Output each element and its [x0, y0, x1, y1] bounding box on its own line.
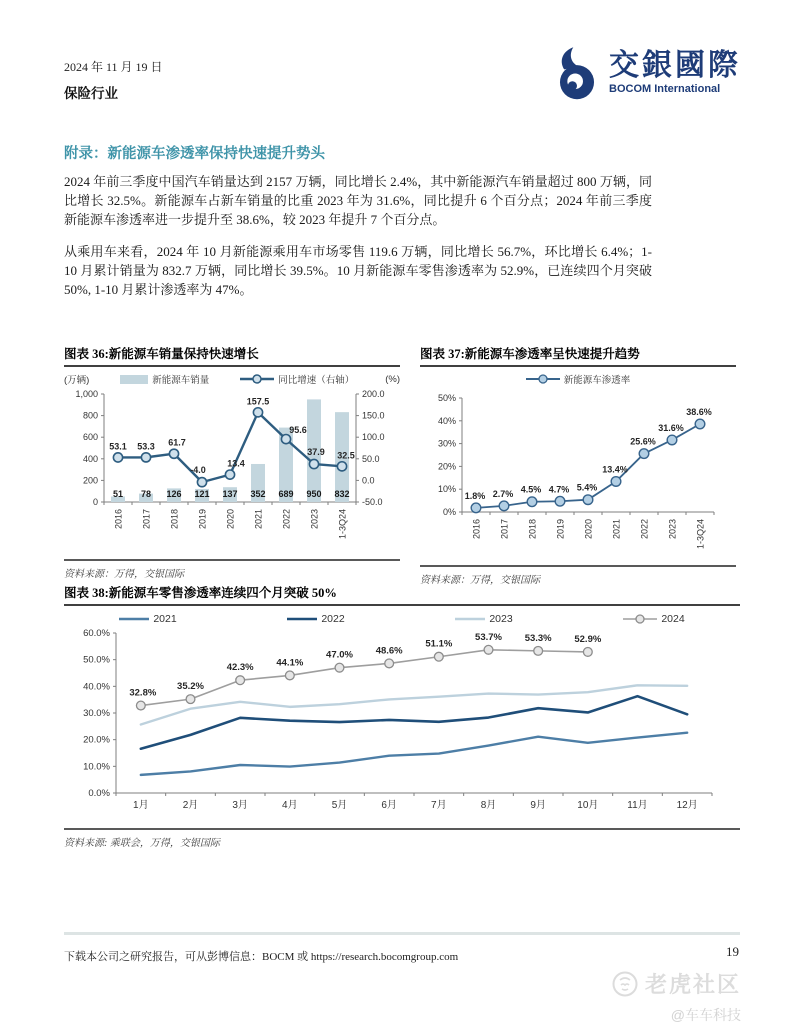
- svg-text:3月: 3月: [232, 800, 248, 811]
- figure-36-title: 图表 36:新能源车销量保持快速增长: [64, 344, 400, 367]
- figure-36-legend-line-label: 同比增速（右轴）: [278, 375, 355, 386]
- svg-text:0.0%: 0.0%: [88, 788, 110, 799]
- figure-36-legend-line: [240, 372, 354, 386]
- svg-text:4.5%: 4.5%: [520, 484, 542, 495]
- line-marker-swatch-icon: [526, 374, 560, 384]
- svg-text:11月: 11月: [627, 800, 648, 811]
- svg-text:40%: 40%: [437, 415, 456, 426]
- figure-38-legend-2024-label: 2024: [661, 613, 685, 625]
- svg-text:32.8%: 32.8%: [129, 687, 157, 699]
- line-swatch-icon: [455, 615, 485, 623]
- svg-text:52.9%: 52.9%: [574, 633, 602, 645]
- figure-36-bottom-rule: [64, 559, 400, 561]
- bocom-logo: [554, 46, 741, 100]
- svg-text:42.3%: 42.3%: [226, 662, 254, 674]
- svg-text:832: 832: [334, 489, 350, 499]
- figure-38-legend-2024: [623, 613, 684, 625]
- svg-text:35.2%: 35.2%: [177, 681, 204, 693]
- svg-text:10.0%: 10.0%: [83, 761, 110, 773]
- figure-38-bottom-rule: [64, 828, 740, 830]
- svg-text:60.0%: 60.0%: [83, 628, 110, 639]
- svg-text:-50.0: -50.0: [362, 497, 383, 507]
- svg-text:150.0: 150.0: [362, 410, 385, 421]
- svg-text:4月: 4月: [282, 800, 298, 811]
- watermark: [612, 968, 741, 1025]
- svg-text:2018: 2018: [527, 519, 538, 540]
- figure-38-title: 图表 38:新能源车零售渗透率连续四个月突破 50%: [64, 583, 740, 606]
- svg-text:2022: 2022: [639, 519, 650, 540]
- svg-text:48.6%: 48.6%: [375, 645, 403, 657]
- svg-text:126: 126: [166, 489, 182, 499]
- svg-text:4.7%: 4.7%: [548, 484, 570, 495]
- paragraph-2: 从乘用车来看，2024 年 10 月新能源乘用车市场零售 119.6 万辆，同比增长 56.7%，环比增长 6.4%；1-10 月累计销量为 832.7 万辆，同比增长 39.5%。10 月新能源车零售渗透率为 52.9%，已连续四个月突破 50%, 1-10 月累计渗透率为 47%。: [64, 244, 652, 297]
- svg-text:2020: 2020: [225, 509, 236, 530]
- svg-text:78: 78: [140, 489, 152, 499]
- svg-text:95.6: 95.6: [289, 425, 307, 436]
- svg-text:51.1%: 51.1%: [425, 638, 453, 650]
- svg-text:50%: 50%: [437, 393, 456, 403]
- figure-36-legend: [64, 372, 400, 386]
- figure-37-bottom-rule: [420, 565, 736, 567]
- watermark-handle: @车车科技: [670, 1007, 741, 1023]
- paragraph-1: 2024 年前三季度中国汽车销量达到 2157 万辆，同比增长 2.4%，其中新能源汽车销量超过 800 万辆，同比增长 32.5%。新能源车占新车销量的比重 2023 年为 31.6%，同比提升 6 个百分点；2024 年前三季度新能源车渗透率进一步提升至 38.6%，较 2023 年提升 7 个百分点。: [64, 174, 652, 227]
- svg-text:157.5: 157.5: [246, 396, 270, 407]
- svg-text:53.3%: 53.3%: [524, 632, 552, 644]
- svg-text:800: 800: [82, 410, 98, 421]
- body-text: [64, 172, 652, 312]
- svg-text:0: 0: [92, 497, 98, 507]
- svg-text:38.6%: 38.6%: [686, 406, 712, 417]
- svg-text:2021: 2021: [253, 509, 264, 530]
- svg-text:12月: 12月: [676, 800, 698, 811]
- svg-text:8月: 8月: [480, 800, 497, 811]
- report-date: 2024 年 11 月 19 日: [64, 60, 163, 74]
- figure-36-legend-bar: [120, 372, 209, 386]
- figure-37-chart: [420, 386, 736, 564]
- bocom-logo-cn: 交銀國際: [609, 49, 741, 82]
- svg-text:6月: 6月: [381, 800, 397, 811]
- figure-36: [64, 344, 400, 580]
- figure-36-legend-bar-label: 新能源车销量: [152, 375, 210, 386]
- svg-text:100.0: 100.0: [362, 432, 385, 443]
- svg-text:950: 950: [306, 489, 322, 499]
- svg-text:53.1: 53.1: [109, 441, 127, 452]
- svg-text:47.0%: 47.0%: [326, 649, 353, 661]
- footer-divider: [64, 932, 740, 935]
- figure-37-title: 图表 37:新能源车渗透率呈快速提升趋势: [420, 344, 736, 367]
- svg-text:32.5: 32.5: [337, 450, 355, 461]
- svg-text:1.8%: 1.8%: [464, 490, 486, 501]
- svg-text:137: 137: [222, 489, 238, 499]
- figure-36-left-unit: (万辆): [64, 375, 90, 386]
- svg-text:61.7: 61.7: [168, 437, 186, 448]
- figure-36-right-unit: (%): [385, 373, 400, 385]
- page-number: 19: [726, 944, 739, 959]
- svg-text:2023: 2023: [667, 519, 678, 540]
- figure-38-chart: [64, 625, 740, 827]
- figure-37-legend: [420, 372, 736, 386]
- figure-38-source: 资料来源: 乘联会，万得，交银国际: [64, 838, 220, 849]
- watermark-name: 老虎社区: [644, 972, 741, 997]
- svg-text:5月: 5月: [331, 800, 348, 811]
- bocom-logo-en: BOCOM International: [609, 83, 721, 95]
- figure-38-legend-2021: [119, 613, 176, 625]
- line-swatch-icon: [287, 615, 317, 623]
- svg-text:2019: 2019: [197, 509, 208, 530]
- svg-text:2017: 2017: [499, 519, 510, 540]
- svg-text:121: 121: [194, 489, 210, 499]
- footer-text-prefix: 下载本公司之研究报告，可从彭博信息：BOCM 或: [64, 951, 311, 963]
- svg-text:600: 600: [82, 432, 98, 443]
- svg-text:53.3: 53.3: [137, 441, 155, 452]
- line-marker-swatch-icon: [240, 374, 274, 384]
- svg-text:13.4%: 13.4%: [602, 464, 628, 475]
- figure-36-chart: [64, 386, 400, 558]
- svg-text:44.1%: 44.1%: [276, 657, 304, 669]
- figure-38-legend-2022-label: 2022: [321, 613, 345, 625]
- svg-text:50.0: 50.0: [362, 453, 380, 464]
- svg-text:5.4%: 5.4%: [576, 482, 598, 493]
- line-marker-swatch-icon: [623, 614, 657, 624]
- svg-text:50.0%: 50.0%: [83, 654, 110, 666]
- svg-text:10%: 10%: [437, 484, 456, 495]
- figure-37-legend-label: 新能源车渗透率: [563, 375, 631, 386]
- svg-text:1-3Q24: 1-3Q24: [695, 519, 706, 550]
- section-title: 附录：新能源车渗透率保持快速提升势头: [64, 146, 325, 162]
- svg-text:1,000: 1,000: [75, 389, 98, 399]
- figure-38: [64, 583, 740, 849]
- svg-text:200.0: 200.0: [362, 389, 385, 399]
- svg-text:689: 689: [278, 489, 294, 499]
- bar-swatch-icon: [120, 375, 148, 384]
- figure-38-legend-2023: [455, 613, 512, 625]
- svg-text:2018: 2018: [169, 509, 180, 530]
- svg-text:2023: 2023: [309, 509, 320, 530]
- svg-text:7月: 7月: [431, 800, 447, 811]
- figure-38-legend-2022: [287, 613, 344, 625]
- watermark-row: [612, 968, 741, 999]
- svg-text:1-3Q24: 1-3Q24: [337, 509, 348, 540]
- svg-text:2022: 2022: [281, 509, 292, 530]
- figure-37-source: 资料来源：万得，交银国际: [420, 575, 540, 586]
- svg-text:53.7%: 53.7%: [475, 631, 502, 643]
- figure-36-source: 资料来源：万得，交银国际: [64, 569, 184, 580]
- footer-research-url[interactable]: https://research.bocomgroup.com: [310, 951, 459, 963]
- svg-text:40.0%: 40.0%: [83, 681, 110, 693]
- svg-text:2月: 2月: [182, 800, 199, 811]
- svg-text:20%: 20%: [437, 461, 456, 472]
- svg-text:20.0%: 20.0%: [83, 734, 110, 746]
- svg-text:51: 51: [112, 489, 124, 499]
- svg-text:37.9: 37.9: [307, 447, 325, 458]
- tiger-icon: [612, 971, 638, 997]
- report-sector: 保险行业: [64, 86, 118, 101]
- figure-38-legend-2021-label: 2021: [153, 613, 177, 625]
- footer-text: [64, 948, 458, 964]
- svg-text:10月: 10月: [577, 800, 599, 811]
- bocom-logo-icon: [554, 46, 600, 100]
- svg-text:400: 400: [82, 453, 98, 464]
- svg-text:2017: 2017: [141, 509, 152, 530]
- svg-text:30%: 30%: [437, 438, 456, 449]
- figure-38-legend: [64, 613, 740, 625]
- svg-text:2020: 2020: [583, 519, 594, 540]
- svg-text:13.4: 13.4: [227, 458, 245, 469]
- svg-text:31.6%: 31.6%: [658, 422, 684, 433]
- svg-text:0%: 0%: [442, 507, 456, 517]
- svg-text:2.7%: 2.7%: [492, 488, 514, 499]
- bocom-logo-text: [609, 51, 741, 95]
- line-swatch-icon: [119, 615, 149, 623]
- figure-37-legend-line: [526, 372, 631, 386]
- svg-text:0.0: 0.0: [362, 475, 375, 486]
- svg-text:25.6%: 25.6%: [630, 436, 656, 447]
- svg-text:200: 200: [82, 475, 98, 486]
- svg-text:-4.0: -4.0: [190, 465, 206, 476]
- svg-text:2021: 2021: [611, 519, 622, 540]
- svg-text:30.0%: 30.0%: [83, 708, 110, 719]
- svg-text:2019: 2019: [555, 519, 566, 540]
- svg-text:2016: 2016: [471, 519, 482, 540]
- svg-text:2016: 2016: [113, 509, 124, 530]
- figure-38-legend-2023-label: 2023: [489, 613, 513, 625]
- svg-text:1月: 1月: [133, 800, 149, 811]
- figure-37: [420, 344, 736, 586]
- svg-text:9月: 9月: [530, 800, 546, 811]
- svg-text:352: 352: [250, 489, 266, 499]
